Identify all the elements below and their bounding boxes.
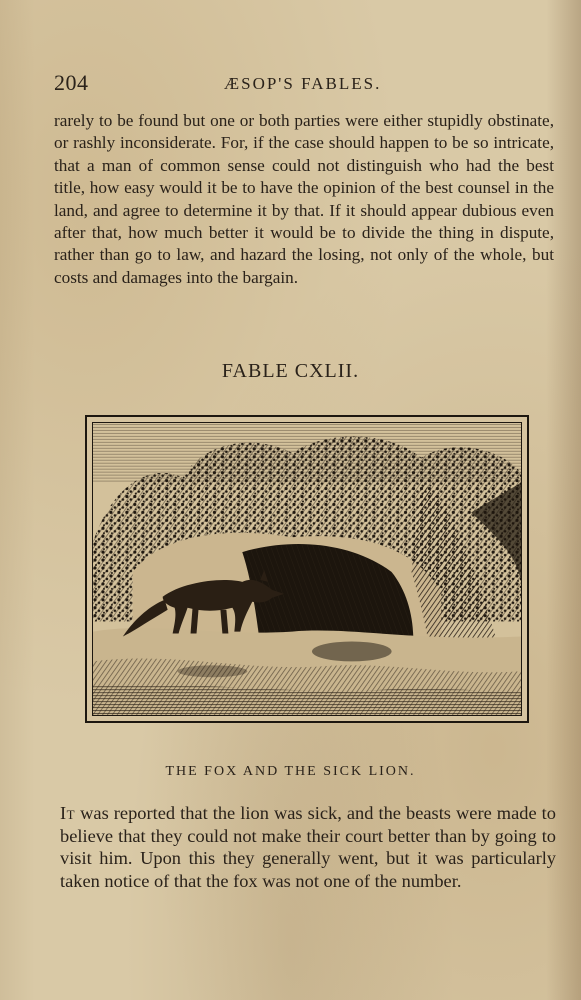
woodcut-illustration: [85, 415, 529, 723]
woodcut-fox-illustration-icon: [92, 422, 522, 716]
illustration-caption: THE FOX AND THE SICK LION.: [165, 764, 416, 779]
running-head: ÆSOP'S FABLES.: [224, 74, 382, 93]
fable-body-text: was reported that the lion was sick, and the beasts were made to believe that they could not make their court better than by going to visit him. Upon this they generally went, but it was particularly taken notice of that the fox was not one of the number.: [60, 803, 556, 891]
page-header: [54, 70, 554, 100]
page-number: 204: [54, 70, 89, 95]
preceding-paragraph: rarely to be found but one or both parties were either stupidly obstinate, or rashly inconsiderate. For, if the case should happen to be so intricate, that a man of common sense could not distinguish who had the best title, how easy would it be to have the opinion of the best counsel in the land, and agree to determine it by that. If it should appear dubious even after that, how much better it would be to divide the thing in dispute, rather than go to law, and hazard the losing, not only of the whole, but costs and damages into the bargain.: [54, 111, 554, 287]
fable-paragraph: [60, 802, 556, 892]
fable-title: FABLE CXLII.: [221, 360, 360, 382]
opening-word: It: [60, 803, 76, 823]
